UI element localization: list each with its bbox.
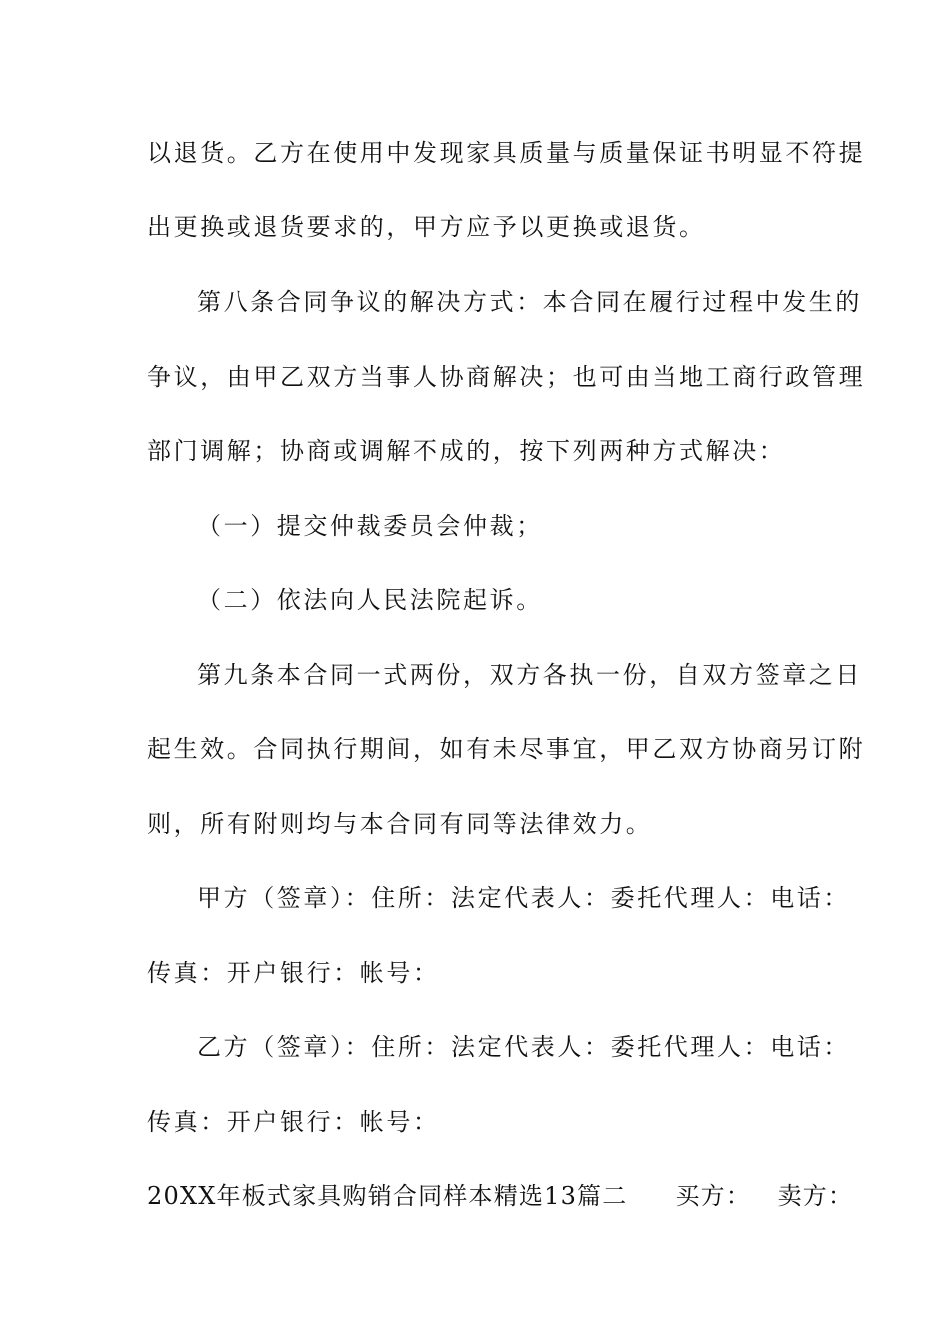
paragraph-line-2: 出更换或退货要求的，甲方应予以更换或退货。 (147, 213, 706, 241)
next-contract-title: 20XX年板式家具购销合同样本精选13篇二 (147, 1182, 628, 1210)
option-1-line: （一）提交仲裁委员会仲裁； (197, 512, 543, 540)
article-8-line-2: 争议，由甲乙双方当事人协商解决；也可由当地工商行政管理 (147, 363, 866, 391)
article-9-line-2: 起生效。合同执行期间，如有未尽事宜，甲乙双方协商另订附 (147, 735, 866, 763)
article-9-line-1: 第九条本合同一式两份，双方各执一份，自双方签章之日 (197, 661, 862, 689)
party-b-signature-line-1: 乙方（签章）：住所：法定代表人：委托代理人：电话： (197, 1033, 850, 1061)
buyer-label: 买方： (675, 1182, 752, 1210)
next-contract-heading-line (147, 1180, 854, 1212)
option-2-line: （二）依法向人民法院起诉。 (197, 586, 543, 614)
paragraph-line-1: 以退货。乙方在使用中发现家具质量与质量保证书明显不符提 (147, 139, 866, 167)
seller-label: 卖方： (777, 1182, 854, 1210)
party-a-signature-line-2: 传真：开户银行：帐号： (147, 959, 440, 987)
article-9-line-3: 则，所有附则均与本合同有同等法律效力。 (147, 810, 653, 838)
party-a-signature-line-1: 甲方（签章）：住所：法定代表人：委托代理人：电话： (197, 884, 850, 912)
party-b-signature-line-2: 传真：开户银行：帐号： (147, 1108, 440, 1136)
article-8-line-1: 第八条合同争议的解决方式：本合同在履行过程中发生的 (197, 288, 862, 316)
article-8-line-3: 部门调解；协商或调解不成的，按下列两种方式解决： (147, 437, 786, 465)
